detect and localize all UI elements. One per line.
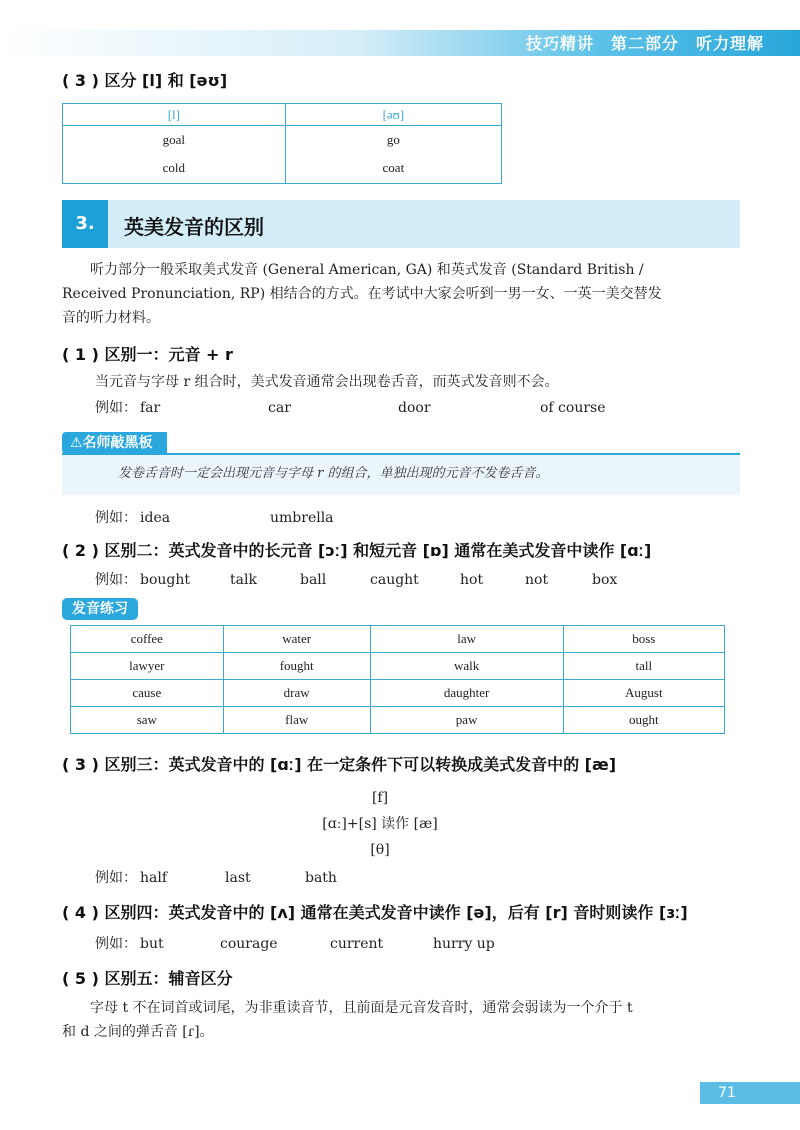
example-word: car [268,400,291,416]
section-number: 3. [62,200,108,248]
diff-5-line: 和 d 之间的弹舌音 [ɾ]。 [62,1024,214,1040]
formula-bottom: [θ] [370,842,390,858]
example-word: box [592,572,618,588]
note-example-label: 例如： [95,510,137,526]
diff-4-example-label: 例如： [95,936,137,952]
practice-cell: walk [370,653,563,680]
diff-1-desc: 当元音与字母 r 组合时，美式发音通常会出现卷舌音，而英式发音则不会。 [95,374,559,390]
practice-cell: law [370,626,563,653]
example-word: of course [540,400,606,416]
example-word: hurry up [433,936,495,952]
practice-cell: coffee [71,626,224,653]
table1-cell: go [285,126,501,154]
formula-middle: [ɑː]+[s] 读作 [æ] [322,816,438,832]
teacher-note-text: 发卷舌音时一定会出现元音与字母 r 的组合，单独出现的元音不发卷舌音。 [118,466,549,481]
example-word: far [140,400,161,416]
practice-cell: draw [223,680,370,707]
subheading-distinguish-l-ou: ( 3 ) 区分 [l] 和 [əʊ] [62,71,228,90]
example-word: caught [370,572,419,588]
example-word: last [225,870,251,886]
example-word: ball [300,572,327,588]
example-word: talk [230,572,257,588]
diff-2-example-label: 例如： [95,572,137,588]
example-word: courage [220,936,278,952]
example-word: idea [140,510,171,526]
intro-line: Received Pronunciation, RP) 相结合的方式。在考试中大家会听到一男一女、一英一美交替发 [62,286,662,302]
example-word: bought [140,572,191,588]
header-text: 技巧精讲 第二部分 听力理解 [525,34,764,53]
practice-cell: cause [71,680,224,707]
practice-cell: lawyer [71,653,224,680]
table1-header-l: [l] [63,104,286,126]
practice-cell: paw [370,707,563,734]
practice-cell: saw [71,707,224,734]
table1-cell: cold [63,154,286,184]
formula-top: [f] [371,790,389,806]
example-word: door [398,400,431,416]
practice-cell: water [223,626,370,653]
practice-cell: fought [223,653,370,680]
practice-cell: flaw [223,707,370,734]
intro-line: 音的听力材料。 [62,310,160,326]
subheading-diff-1: ( 1 ) 区别一：元音 + r [62,345,233,364]
practice-cell: daughter [370,680,563,707]
intro-paragraph [62,258,752,330]
diff-3-example-label: 例如： [95,870,137,886]
section-title: 英美发音的区别 [124,215,264,239]
practice-cell: August [563,680,724,707]
diff-5-paragraph [62,996,752,1044]
practice-cell: boss [563,626,724,653]
subheading-diff-2: ( 2 ) 区别二：英式发音中的长元音 [ɔː] 和短元音 [ɒ] 通常在美式发音中读作 [ɑː] [62,541,652,560]
practice-label: 发音练习 [62,598,138,620]
diff-1-example-label: 例如： [95,400,137,416]
table1-header-ou: [əʊ] [285,104,501,126]
subheading-diff-5: ( 5 ) 区别五：辅音区分 [62,969,233,988]
practice-table [70,625,725,734]
example-word: not [525,572,549,588]
subheading-diff-3: ( 3 ) 区别三：英式发音中的 [ɑː] 在一定条件下可以转换成美式发音中的 [æ] [62,755,617,774]
practice-cell: tall [563,653,724,680]
subheading-diff-4: ( 4 ) 区别四：英式发音中的 [ʌ] 通常在美式发音中读作 [ə]，后有 [r] 音时则读作 [ɜː] [62,903,688,922]
table1-cell: goal [63,126,286,154]
intro-line: 听力部分一般采取美式发音 (General American, GA) 和英式发音 (Standard British / [90,262,644,278]
example-word: hot [460,572,484,588]
page-header [0,20,800,56]
example-word: current [330,936,384,952]
table1-cell: coat [285,154,501,184]
example-word: umbrella [270,510,334,526]
example-word: half [140,870,168,886]
teacher-note-label: ⚠名师敲黑板 [62,432,167,454]
practice-cell: ought [563,707,724,734]
example-word: bath [305,870,337,886]
table-l-ou [62,103,502,184]
diff-5-line: 字母 t 不在词首或词尾，为非重读音节，且前面是元音发音时，通常会弱读为一个介于 t [90,1000,633,1016]
section-3-heading [62,200,740,248]
page-number: 71 [700,1082,800,1104]
example-word: but [140,936,164,952]
